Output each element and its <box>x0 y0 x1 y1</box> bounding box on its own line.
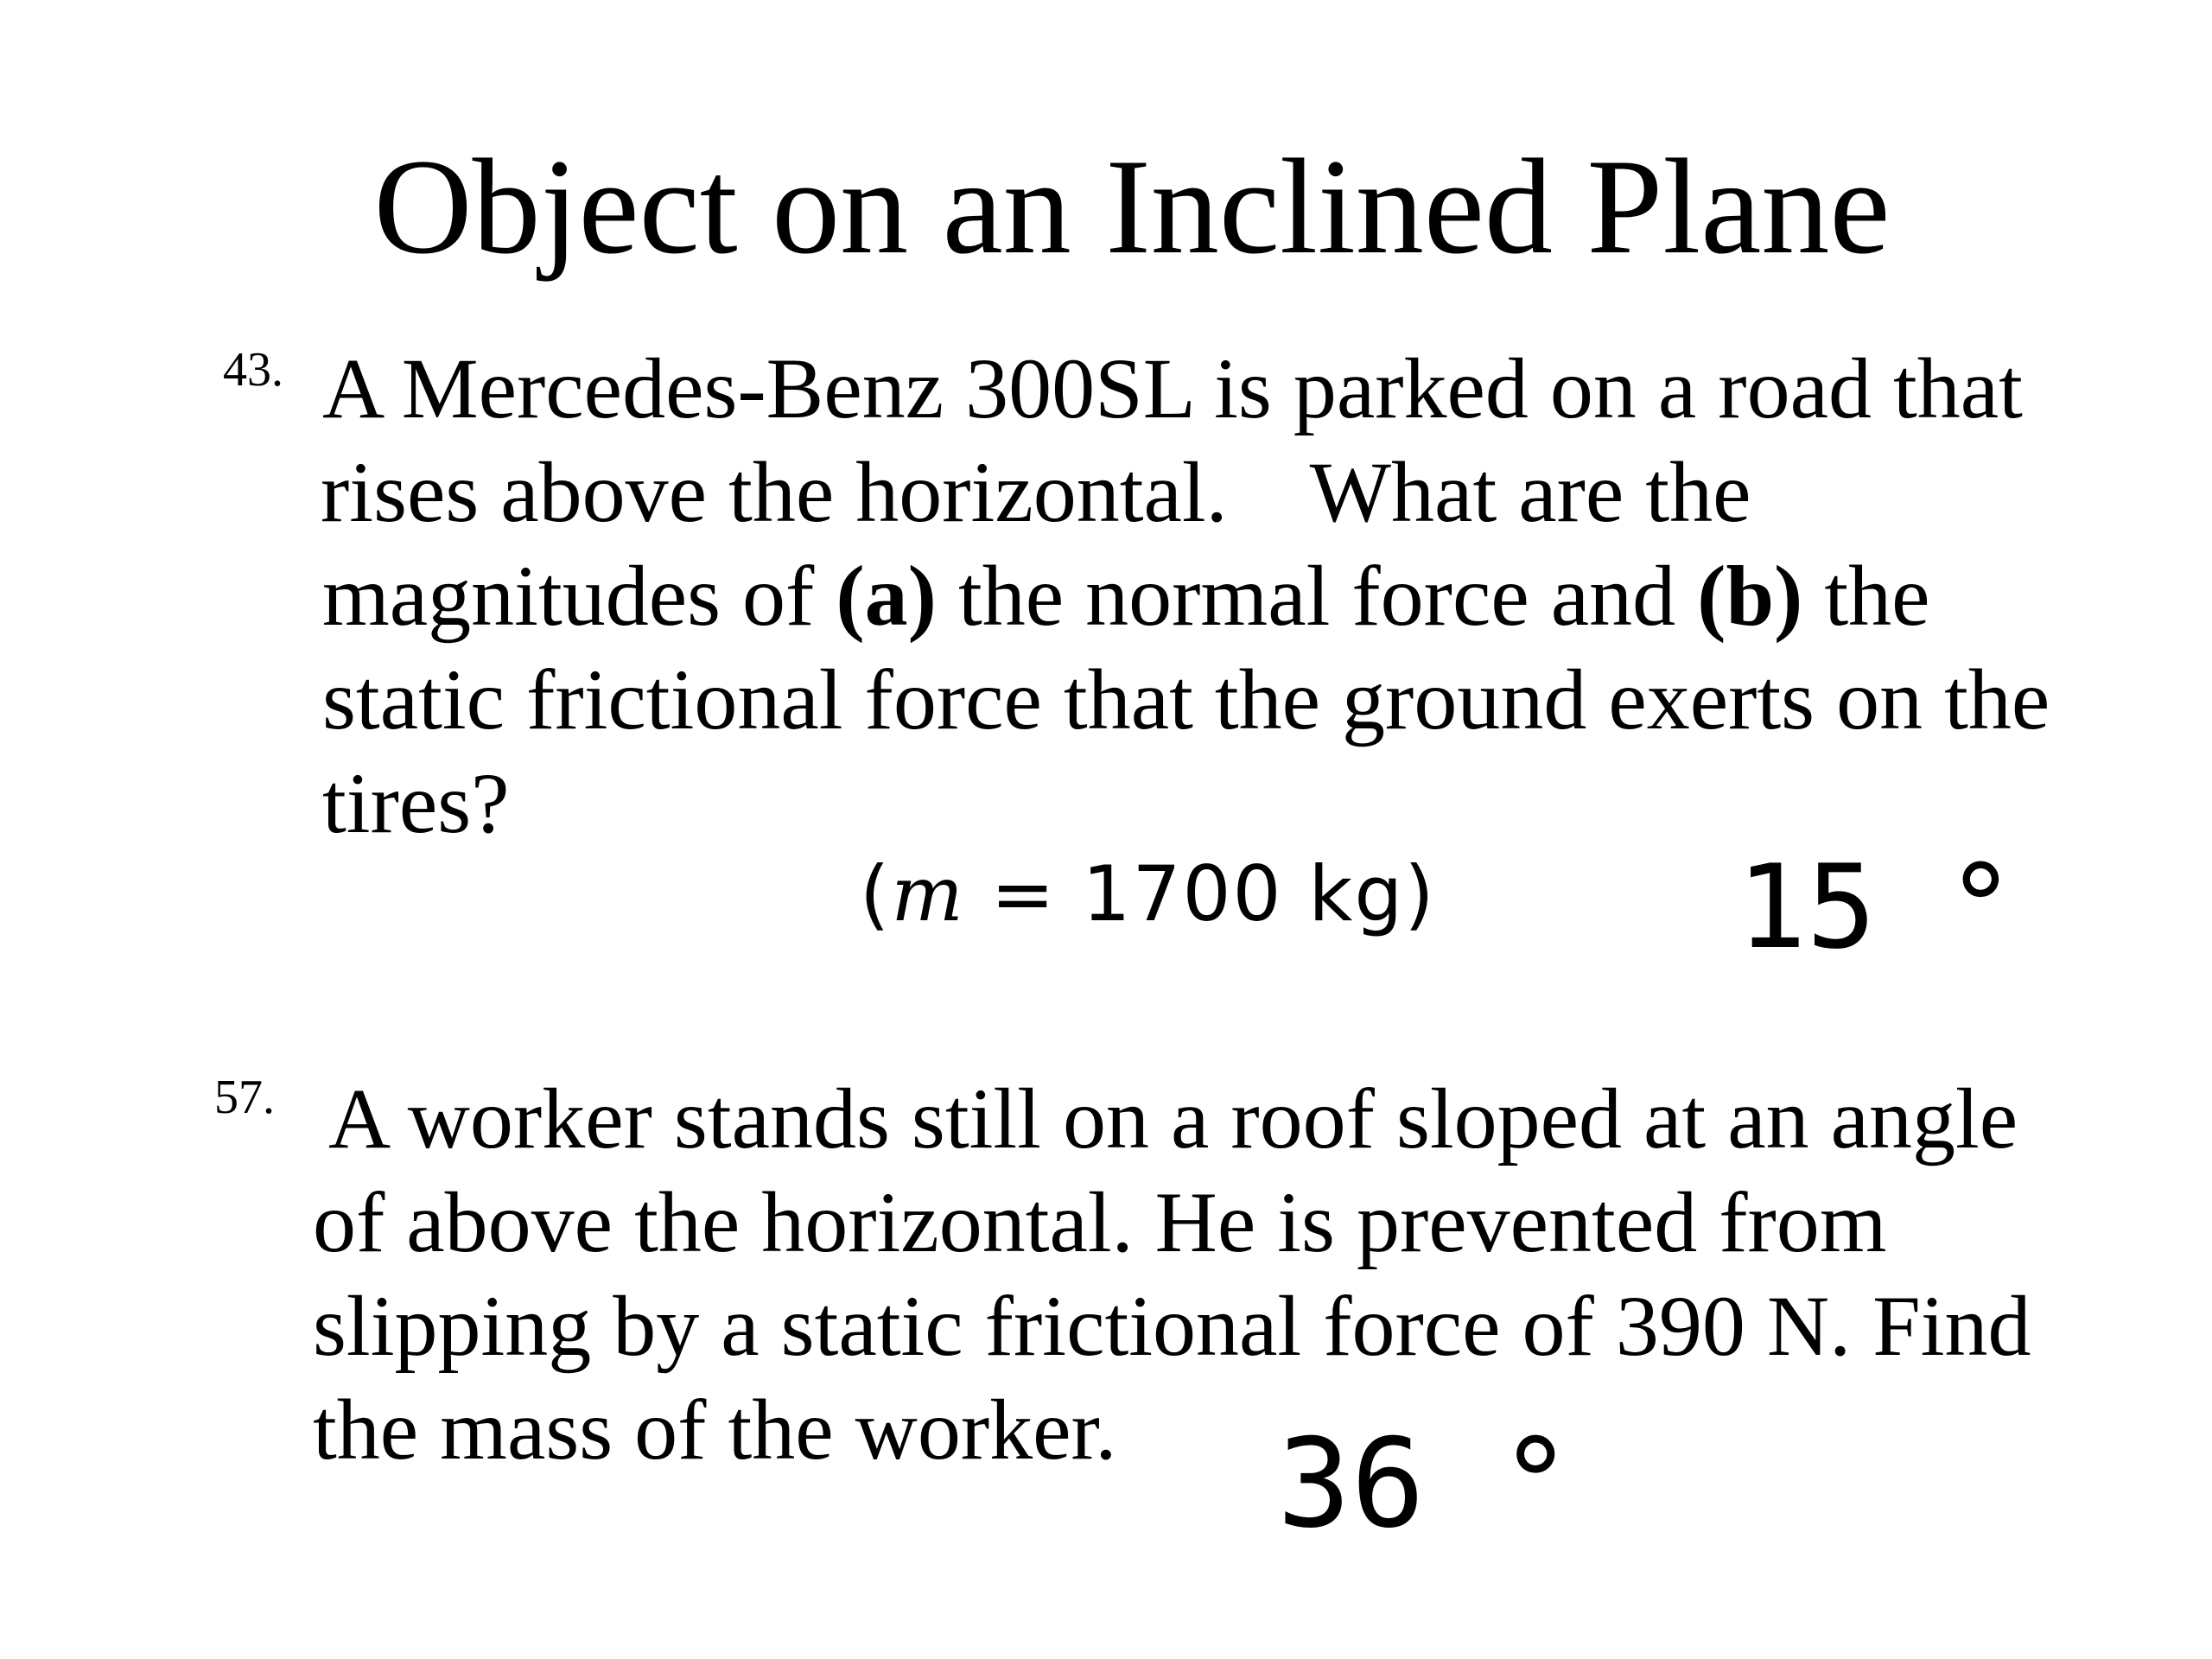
problem-43-part-b: (b) <box>1697 548 1803 644</box>
slide-title: Object on an Inclined Plane <box>373 131 1891 283</box>
mass-open-paren: ( <box>860 849 892 938</box>
problem-57-angle: 36 ° <box>1277 1413 1573 1555</box>
problem-43-line-2 <box>321 441 2050 544</box>
problem-57-number: 57. <box>214 1071 275 1124</box>
mass-symbol: m <box>891 849 965 938</box>
mass-value: = 1700 kg) <box>964 849 1436 938</box>
problem-43-text <box>322 337 2050 855</box>
problem-57-line-3: slipping by a static frictional force of 390 N. Find <box>313 1278 2031 1374</box>
problem-43-mass <box>860 851 1436 938</box>
problem-43-number: 43. <box>223 343 283 397</box>
problem-43-part-a: (a) <box>836 548 937 644</box>
problem-43-line-3 <box>322 544 2050 648</box>
problem-43-angle: 15 ° <box>1737 840 2016 975</box>
problem-57-line-2: of above the horizontal. He is prevented from <box>313 1174 1887 1270</box>
problem-43-line-2a: rises above the horizontal. <box>321 444 1228 540</box>
problem-43-line-1: A Mercedes-Benz 300SL is parked on a road that <box>322 340 2023 436</box>
problem-43-line-5: tires? <box>322 755 510 851</box>
problem-57-text <box>313 1067 2031 1482</box>
problem-43-line-3a: magnitudes of <box>322 548 836 644</box>
problem-43-line-3b: the normal force and <box>936 548 1698 644</box>
problem-43-line-4: static frictional force that the ground exerts on the <box>322 652 2050 747</box>
problem-43-line-3c: the <box>1802 548 1930 644</box>
problem-43-line-2b: What are the <box>1309 444 1751 540</box>
problem-57-line-4: the mass of the worker. <box>313 1382 1117 1478</box>
problem-57-line-1: A worker stands still on a roof sloped at an angle <box>328 1071 2018 1166</box>
